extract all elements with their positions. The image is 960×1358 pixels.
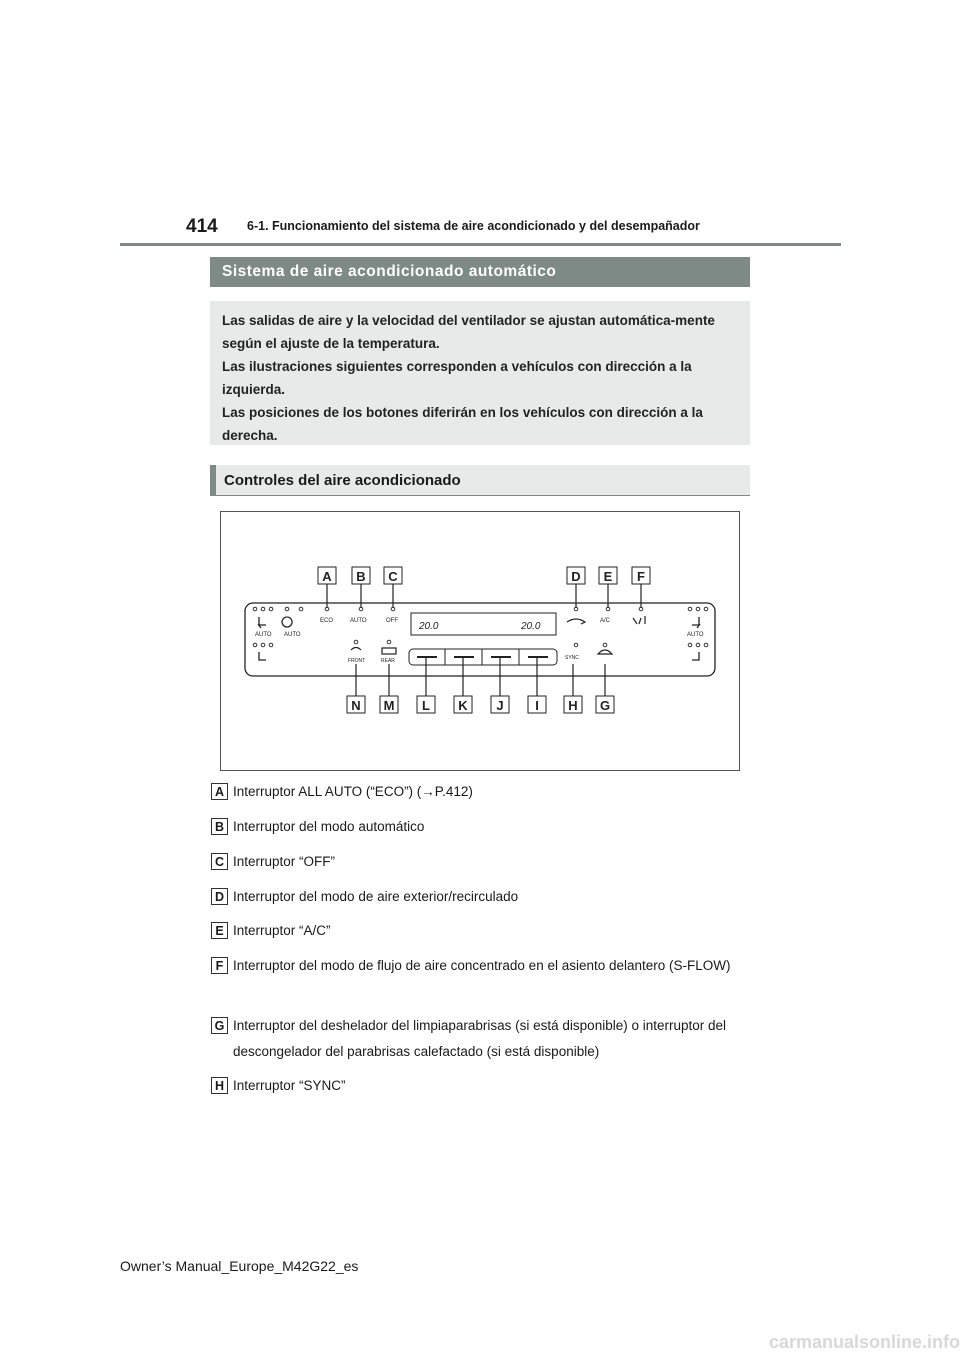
legend-text: Interruptor ALL AUTO (“ECO”) (→P.412) — [233, 784, 473, 799]
rear-defrost-icon — [382, 648, 396, 654]
legend-item — [211, 1077, 743, 1099]
legend-text: Interruptor “OFF” — [233, 854, 336, 869]
front-defrost-icon — [351, 648, 361, 651]
callout-d: D — [571, 569, 581, 584]
legend-item — [211, 957, 743, 979]
legend-badge: H — [211, 1077, 228, 1094]
panel-label-auto-left2: AUTO — [284, 632, 301, 638]
callout-b: B — [356, 569, 366, 584]
section-header: 6-1. Funcionamiento del sistema de aire acondicionado y del desempañador — [247, 219, 700, 233]
callout-f: F — [637, 569, 645, 584]
panel-label-front: FRONT — [348, 658, 366, 664]
controls-subheader — [210, 465, 750, 496]
page-number: 414 — [186, 216, 218, 237]
watermark: carmanualsonline.info — [768, 1332, 960, 1352]
info-paragraph: Las ilustraciones siguientes corresponden a vehículos con dirección a la izquierda. — [222, 359, 692, 397]
callout-c: C — [388, 569, 398, 584]
legend-item — [211, 888, 743, 910]
info-paragraph: Las salidas de aire y la velocidad del ventilador se ajustan automática-mente según el ajuste de la temperatura. — [222, 313, 715, 351]
legend-text: Interruptor del deshelador del limpiaparabrisas (si está disponible) o interruptor del descongelador del parabrisas calefactado (si está disponible) — [233, 1018, 727, 1059]
callout-j: J — [496, 698, 504, 713]
fan-speed-buttons — [409, 649, 557, 665]
callout-n: N — [351, 698, 361, 713]
section-title-bar — [210, 257, 750, 287]
recirculation-icon — [567, 619, 585, 624]
display-temp-left: 20.0 — [419, 621, 439, 632]
callout-i: I — [535, 698, 539, 713]
callout-m: M — [383, 698, 395, 713]
callout-e: E — [603, 569, 613, 584]
panel-label-auto-right: AUTO — [687, 632, 704, 638]
callout-g: G — [599, 698, 611, 713]
legend-text: Interruptor del modo automático — [233, 819, 425, 834]
display-temp-right: 20.0 — [521, 621, 541, 632]
header-rule — [120, 243, 841, 246]
callout-a: A — [322, 569, 332, 584]
section-title: Sistema de aire acondicionado automático — [222, 263, 557, 280]
legend-badge: E — [211, 922, 228, 939]
ac-panel-diagram — [221, 512, 739, 770]
legend-text: Interruptor del modo de flujo de aire concentrado en el asiento delantero (S-FLOW) — [233, 958, 731, 973]
ac-panel-figure — [220, 511, 740, 771]
legend-item — [211, 1017, 743, 1065]
footer-manual-id: Owner’s Manual_Europe_M42G22_es — [120, 1258, 359, 1274]
legend-badge: F — [211, 957, 228, 974]
s-flow-icon — [633, 616, 645, 624]
panel-label-rear: REAR — [381, 658, 395, 664]
legend-item — [211, 922, 743, 944]
legend-item — [211, 783, 743, 805]
info-box — [210, 301, 750, 445]
legend-badge: C — [211, 853, 228, 870]
legend-badge: B — [211, 818, 228, 835]
panel-label-ac: A/C — [600, 618, 611, 624]
legend-item — [211, 853, 743, 875]
panel-label-eco: ECO — [320, 618, 334, 624]
legend-text: Interruptor del modo de aire exterior/recirculado — [233, 889, 519, 904]
panel-label-off: OFF — [386, 618, 398, 624]
callout-h: H — [568, 698, 578, 713]
legend-text: Interruptor “A/C” — [233, 923, 331, 938]
wiper-deicer-icon — [598, 650, 612, 654]
legend-badge: A — [211, 783, 228, 800]
legend-badge: G — [211, 1017, 228, 1034]
legend-item — [211, 818, 743, 840]
info-paragraph: Las posiciones de los botones diferirán en los vehículos con dirección a la derecha. — [222, 405, 703, 443]
callout-k: K — [458, 698, 468, 713]
legend-badge: D — [211, 888, 228, 905]
callout-l: L — [422, 698, 430, 713]
legend-text: Interruptor “SYNC” — [233, 1078, 346, 1093]
panel-label-auto-left1: AUTO — [255, 632, 272, 638]
panel-label-sync: SYNC — [565, 655, 579, 661]
panel-label-auto: AUTO — [350, 618, 367, 624]
subheader-title: Controles del aire acondicionado — [224, 471, 461, 489]
